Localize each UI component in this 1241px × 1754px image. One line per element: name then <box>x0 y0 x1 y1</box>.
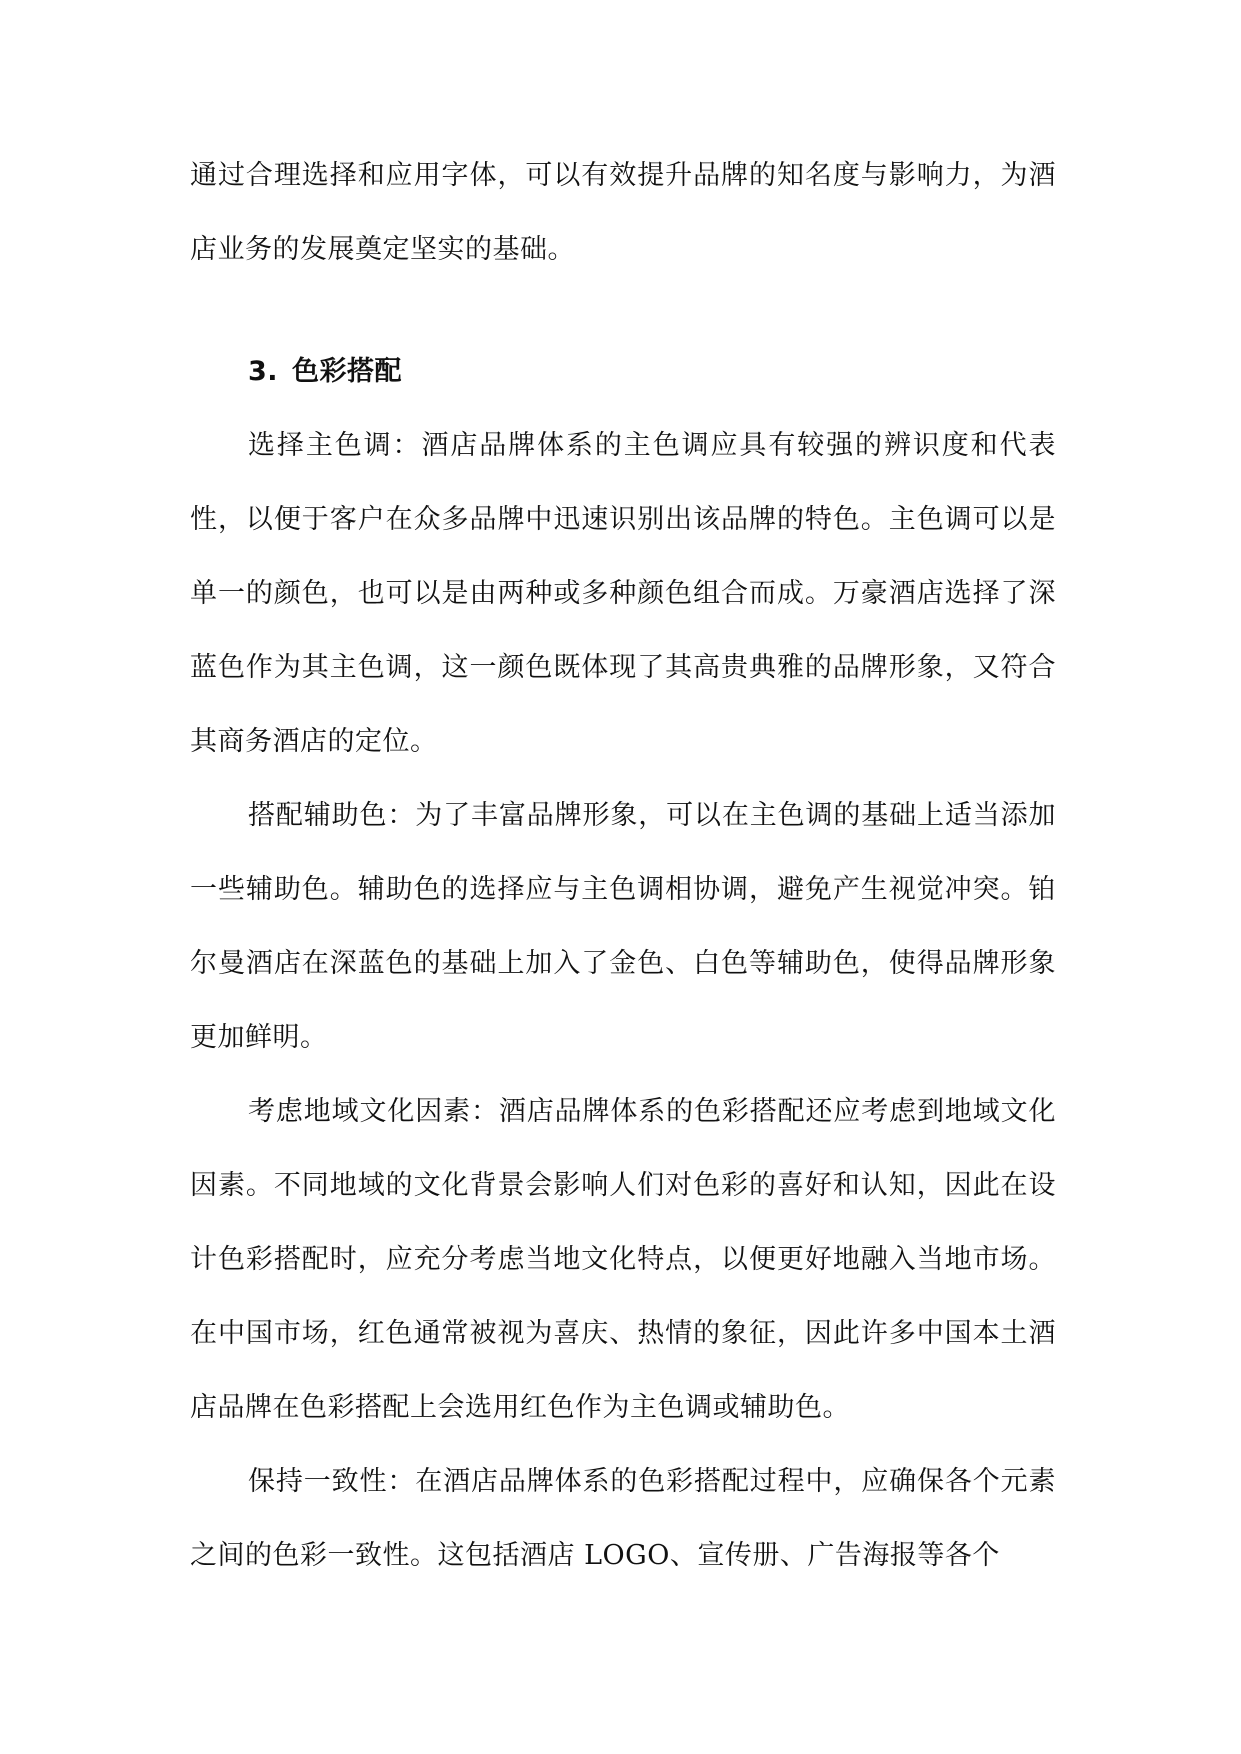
paragraph-accent-color: 搭配辅助色：为了丰富品牌形象，可以在主色调的基础上适当添加一些辅助色。辅助色的选择应与主色调相协调，避免产生视觉冲突。铂尔曼酒店在深蓝色的基础上加入了金色、白色等辅助色，使得品牌形象更加鲜明。 <box>190 800 1056 1053</box>
section-heading <box>190 335 1056 409</box>
paragraph-regional-culture: 考虑地域文化因素：酒店品牌体系的色彩搭配还应考虑到地域文化因素。不同地域的文化背景会影响人们对色彩的喜好和认知，因此在设计色彩搭配时，应充分考虑当地文化特点，以便更好地融入当地市场。在中国市场，红色通常被视为喜庆、热情的象征，因此许多中国本土酒店品牌在色彩搭配上会选用红色作为主色调或辅助色。 <box>190 1096 1056 1423</box>
body-text <box>190 139 1056 1593</box>
section-title: 色彩搭配 <box>292 356 403 387</box>
intro-continuation-paragraph: 通过合理选择和应用字体，可以有效提升品牌的知名度与影响力，为酒店业务的发展奠定坚实的基础。 <box>190 160 1056 265</box>
section-number: 3. <box>248 356 279 387</box>
paragraph-consistency: 保持一致性：在酒店品牌体系的色彩搭配过程中，应确保各个元素之间的色彩一致性。这包括酒店 LOGO、宣传册、广告海报等各个 <box>190 1466 1056 1571</box>
paragraph-main-color: 选择主色调：酒店品牌体系的主色调应具有较强的辨识度和代表性，以便于客户在众多品牌中迅速识别出该品牌的特色。主色调可以是单一的颜色，也可以是由两种或多种颜色组合而成。万豪酒店选择了深蓝色作为其主色调，这一颜色既体现了其高贵典雅的品牌形象，又符合其商务酒店的定位。 <box>190 430 1056 757</box>
